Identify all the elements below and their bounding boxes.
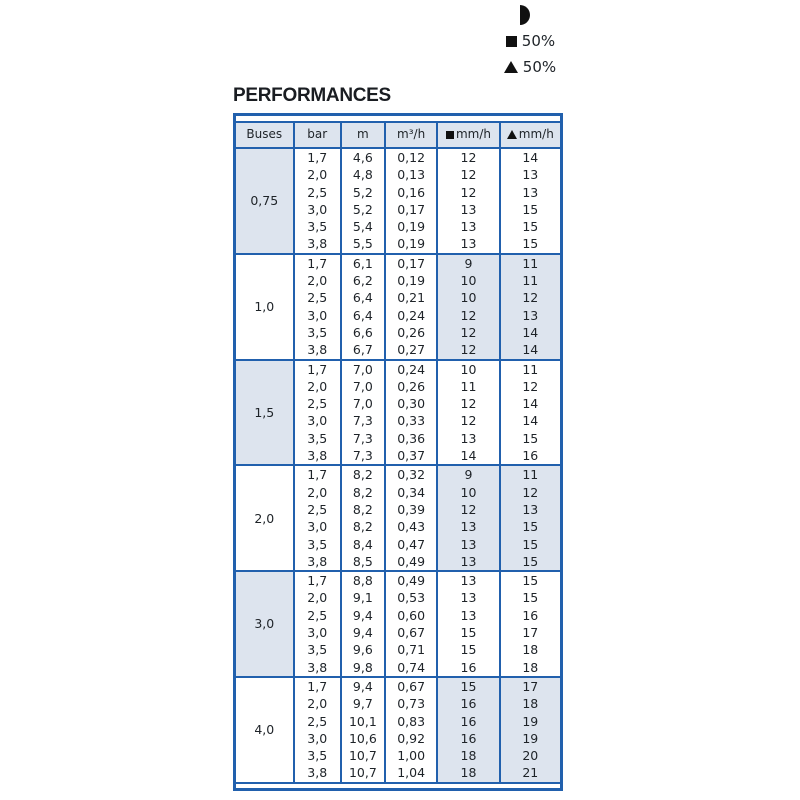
cell-stack	[501, 361, 560, 465]
cell-stack	[386, 678, 436, 782]
square-icon	[506, 36, 517, 47]
cell-stack	[501, 572, 560, 676]
table-cell: 19	[522, 713, 539, 729]
table-cell: 0,37	[397, 448, 426, 464]
legend	[500, 2, 556, 80]
table-cell: 0,83	[397, 713, 426, 729]
table-cell: 18	[460, 748, 477, 764]
cell-stack	[295, 149, 340, 253]
table-cell: 8,2	[352, 519, 373, 535]
table-cell: 3,5	[307, 219, 328, 235]
table-cell: 3,5	[307, 324, 328, 340]
buses-cell: 1,5	[236, 360, 294, 466]
table-cell: 2,0	[307, 590, 328, 606]
table-cell: 7,0	[352, 361, 373, 377]
table-cell: 9,4	[352, 678, 373, 694]
table-row-group	[236, 360, 560, 466]
table-cell: 6,1	[352, 255, 373, 271]
value-column-cell	[385, 148, 437, 254]
table-cell: 0,53	[397, 590, 426, 606]
triangle-icon	[504, 61, 518, 73]
table-cell: 8,5	[352, 553, 373, 569]
cell-stack	[295, 678, 340, 782]
table-cell: 0,34	[397, 484, 426, 500]
table-cell: 10,7	[348, 765, 377, 781]
table-cell: 15	[522, 430, 539, 446]
table-cell: 12	[522, 484, 539, 500]
cell-stack	[386, 149, 436, 253]
header-bar: bar	[294, 122, 341, 148]
table-cell: 3,8	[307, 342, 328, 358]
table-cell: 10	[460, 290, 477, 306]
table-cell: 11	[522, 467, 539, 483]
table-cell: 0,67	[397, 625, 426, 641]
legend-label: 50%	[521, 32, 556, 50]
value-column-cell	[500, 254, 560, 360]
table-cell: 2,5	[307, 713, 328, 729]
table-cell: 0,33	[397, 413, 426, 429]
table-cell: 14	[522, 396, 539, 412]
performance-table	[236, 121, 560, 784]
table-cell: 10,7	[348, 748, 377, 764]
table-cell: 0,92	[397, 730, 426, 746]
table-cell: 18	[522, 659, 539, 675]
table-cell: 16	[460, 659, 477, 675]
table-cell: 0,49	[397, 573, 426, 589]
cell-stack	[342, 678, 384, 782]
table-cell: 16	[460, 696, 477, 712]
table-cell: 15	[522, 573, 539, 589]
table-cell: 8,2	[352, 484, 373, 500]
table-cell: 7,3	[352, 430, 373, 446]
table-cell: 15	[522, 201, 539, 217]
table-cell: 2,0	[307, 167, 328, 183]
value-column-cell	[341, 677, 385, 783]
table-cell: 12	[460, 150, 477, 165]
table-cell: 13	[460, 553, 477, 569]
table-cell: 14	[522, 413, 539, 429]
table-cell: 13	[460, 219, 477, 235]
table-cell: 3,0	[307, 625, 328, 641]
table-cell: 0,24	[397, 361, 426, 377]
cell-stack	[501, 678, 560, 782]
half-circle-icon	[520, 5, 530, 25]
table-cell: 8,8	[352, 573, 373, 589]
table-cell: 0,26	[397, 324, 426, 340]
value-column-cell	[341, 254, 385, 360]
table-cell: 13	[460, 573, 477, 589]
table-cell: 3,8	[307, 659, 328, 675]
table-cell: 0,21	[397, 290, 426, 306]
table-cell: 0,47	[397, 536, 426, 552]
cell-stack	[342, 255, 384, 359]
cell-stack	[342, 361, 384, 465]
value-column-cell	[500, 360, 560, 466]
table-cell: 16	[460, 730, 477, 746]
table-cell: 19	[522, 730, 539, 746]
table-header-row	[236, 122, 560, 148]
table-cell: 3,0	[307, 519, 328, 535]
table-cell: 11	[460, 378, 477, 394]
table-cell: 0,19	[397, 219, 426, 235]
table-cell: 20	[522, 748, 539, 764]
table-cell: 0,12	[397, 150, 426, 165]
cell-stack	[342, 149, 384, 253]
table-cell: 2,5	[307, 290, 328, 306]
table-cell: 0,36	[397, 430, 426, 446]
value-column-cell	[437, 360, 499, 466]
table-cell: 18	[522, 696, 539, 712]
value-column-cell	[294, 677, 341, 783]
table-cell: 2,5	[307, 501, 328, 517]
value-column-cell	[437, 677, 499, 783]
value-column-cell	[294, 254, 341, 360]
table-cell: 12	[460, 167, 477, 183]
table-cell: 12	[460, 324, 477, 340]
table-row-group	[236, 254, 560, 360]
table-row-group	[236, 571, 560, 677]
table-cell: 11	[522, 361, 539, 377]
table-row-group	[236, 148, 560, 254]
table-cell: 3,5	[307, 642, 328, 658]
buses-cell: 3,0	[236, 571, 294, 677]
cell-stack	[501, 466, 560, 570]
table-cell: 15	[522, 236, 539, 252]
table-cell: 15	[460, 678, 477, 694]
cell-stack	[386, 255, 436, 359]
table-cell: 0,32	[397, 467, 426, 483]
table-cell: 12	[460, 501, 477, 517]
table-cell: 13	[460, 201, 477, 217]
value-column-cell	[341, 360, 385, 466]
value-column-cell	[437, 254, 499, 360]
table-cell: 14	[460, 448, 477, 464]
table-row-group	[236, 465, 560, 571]
table-row-group	[236, 677, 560, 783]
table-cell: 12	[460, 342, 477, 358]
table-cell: 7,3	[352, 413, 373, 429]
table-cell: 12	[460, 396, 477, 412]
value-column-cell	[437, 465, 499, 571]
cell-stack	[295, 255, 340, 359]
value-column-cell	[294, 465, 341, 571]
cell-stack	[438, 466, 498, 570]
header-m: m	[341, 122, 385, 148]
table-cell: 15	[522, 519, 539, 535]
table-cell: 1,7	[307, 150, 328, 165]
table-cell: 10	[460, 484, 477, 500]
table-cell: 3,8	[307, 448, 328, 464]
header-label: mm/h	[518, 127, 554, 142]
table-cell: 14	[522, 150, 539, 165]
table-cell: 0,19	[397, 273, 426, 289]
buses-cell: 0,75	[236, 148, 294, 254]
table-cell: 17	[522, 625, 539, 641]
table-cell: 5,5	[352, 236, 373, 252]
table-cell: 0,67	[397, 678, 426, 694]
square-icon	[446, 131, 454, 139]
table-cell: 9	[464, 255, 473, 271]
cell-stack	[438, 572, 498, 676]
table-cell: 0,26	[397, 378, 426, 394]
table-cell: 13	[522, 184, 539, 200]
table-cell: 16	[460, 713, 477, 729]
table-cell: 6,2	[352, 273, 373, 289]
table-cell: 15	[460, 642, 477, 658]
table-cell: 1,04	[397, 765, 426, 781]
table-cell: 0,27	[397, 342, 426, 358]
table-cell: 1,7	[307, 573, 328, 589]
table-cell: 1,7	[307, 255, 328, 271]
table-cell: 15	[522, 536, 539, 552]
table-cell: 2,0	[307, 378, 328, 394]
table-cell: 9,6	[352, 642, 373, 658]
table-cell: 9	[464, 467, 473, 483]
table-cell: 8,2	[352, 501, 373, 517]
table-cell: 2,0	[307, 696, 328, 712]
table-cell: 10	[460, 273, 477, 289]
table-cell: 0,30	[397, 396, 426, 412]
table-cell: 3,0	[307, 730, 328, 746]
table-cell: 13	[460, 519, 477, 535]
table-cell: 5,2	[352, 201, 373, 217]
table-cell: 1,7	[307, 467, 328, 483]
table-cell: 8,4	[352, 536, 373, 552]
table-cell: 6,4	[352, 307, 373, 323]
cell-stack	[295, 572, 340, 676]
table-cell: 12	[460, 184, 477, 200]
table-cell: 0,17	[397, 255, 426, 271]
table-cell: 6,4	[352, 290, 373, 306]
table-cell: 16	[522, 448, 539, 464]
value-column-cell	[437, 571, 499, 677]
table-cell: 0,49	[397, 553, 426, 569]
table-cell: 9,4	[352, 607, 373, 623]
table-cell: 15	[522, 219, 539, 235]
buses-cell: 2,0	[236, 465, 294, 571]
table-cell: 0,73	[397, 696, 426, 712]
cell-stack	[342, 572, 384, 676]
table-cell: 3,0	[307, 413, 328, 429]
value-column-cell	[341, 571, 385, 677]
triangle-icon	[507, 130, 517, 139]
value-column-cell	[385, 677, 437, 783]
page-title: PERFORMANCES	[233, 85, 391, 106]
table-cell: 11	[522, 255, 539, 271]
table-cell: 4,8	[352, 167, 373, 183]
table-cell: 21	[522, 765, 539, 781]
table-cell: 7,0	[352, 378, 373, 394]
value-column-cell	[341, 148, 385, 254]
table-cell: 7,0	[352, 396, 373, 412]
table-cell: 1,7	[307, 678, 328, 694]
value-column-cell	[341, 465, 385, 571]
buses-cell: 1,0	[236, 254, 294, 360]
table-cell: 0,74	[397, 659, 426, 675]
value-column-cell	[437, 148, 499, 254]
value-column-cell	[385, 360, 437, 466]
cell-stack	[438, 255, 498, 359]
table-cell: 18	[460, 765, 477, 781]
table-cell: 0,43	[397, 519, 426, 535]
table-cell: 12	[522, 378, 539, 394]
table-cell: 1,7	[307, 361, 328, 377]
table-cell: 11	[522, 273, 539, 289]
value-column-cell	[385, 571, 437, 677]
table-cell: 9,8	[352, 659, 373, 675]
table-cell: 10	[460, 361, 477, 377]
table-cell: 17	[522, 678, 539, 694]
table-cell: 3,0	[307, 307, 328, 323]
table-cell: 3,5	[307, 748, 328, 764]
table-cell: 9,7	[352, 696, 373, 712]
header-flow: m³/h	[385, 122, 437, 148]
header-mmh-square	[437, 122, 499, 148]
cell-stack	[386, 572, 436, 676]
table-cell: 0,19	[397, 236, 426, 252]
table-cell: 12	[522, 290, 539, 306]
legend-row-half-circle	[500, 2, 556, 28]
table-cell: 9,4	[352, 625, 373, 641]
value-column-cell	[294, 360, 341, 466]
value-column-cell	[294, 571, 341, 677]
table-cell: 3,0	[307, 201, 328, 217]
table-cell: 0,60	[397, 607, 426, 623]
table-cell: 12	[460, 413, 477, 429]
table-cell: 0,24	[397, 307, 426, 323]
table-cell: 14	[522, 342, 539, 358]
cell-stack	[501, 255, 560, 359]
value-column-cell	[385, 254, 437, 360]
table-cell: 3,8	[307, 236, 328, 252]
table-cell: 13	[522, 307, 539, 323]
legend-label: 50%	[522, 58, 557, 76]
table-cell: 10,6	[348, 730, 377, 746]
table-cell: 0,13	[397, 167, 426, 183]
value-column-cell	[500, 677, 560, 783]
table-cell: 13	[460, 607, 477, 623]
table-cell: 3,5	[307, 430, 328, 446]
table-cell: 13	[460, 536, 477, 552]
table-cell: 18	[522, 642, 539, 658]
table-cell: 2,5	[307, 396, 328, 412]
table-cell: 6,7	[352, 342, 373, 358]
table-cell: 0,39	[397, 501, 426, 517]
performance-table-frame	[233, 113, 563, 791]
table-cell: 15	[522, 590, 539, 606]
table-cell: 3,8	[307, 553, 328, 569]
table-cell: 2,0	[307, 484, 328, 500]
table-cell: 13	[460, 590, 477, 606]
header-buses: Buses	[236, 122, 294, 148]
table-cell: 0,71	[397, 642, 426, 658]
table-cell: 15	[460, 625, 477, 641]
table-cell: 16	[522, 607, 539, 623]
table-cell: 14	[522, 324, 539, 340]
cell-stack	[386, 361, 436, 465]
table-cell: 5,2	[352, 184, 373, 200]
cell-stack	[295, 361, 340, 465]
table-cell: 2,5	[307, 607, 328, 623]
table-cell: 13	[460, 430, 477, 446]
cell-stack	[501, 149, 560, 253]
table-cell: 8,2	[352, 467, 373, 483]
table-cell: 15	[522, 553, 539, 569]
table-cell: 6,6	[352, 324, 373, 340]
cell-stack	[342, 466, 384, 570]
cell-stack	[438, 149, 498, 253]
header-label: mm/h	[455, 127, 491, 142]
cell-stack	[438, 361, 498, 465]
cell-stack	[386, 466, 436, 570]
table-cell: 3,5	[307, 536, 328, 552]
table-cell: 3,8	[307, 765, 328, 781]
table-cell: 13	[460, 236, 477, 252]
table-cell: 12	[460, 307, 477, 323]
table-cell: 4,6	[352, 150, 373, 165]
legend-row-triangle	[500, 54, 556, 80]
table-cell: 13	[522, 501, 539, 517]
table-cell: 10,1	[348, 713, 377, 729]
legend-row-square	[500, 28, 556, 54]
table-cell: 13	[522, 167, 539, 183]
cell-stack	[438, 678, 498, 782]
value-column-cell	[294, 148, 341, 254]
cell-stack	[295, 466, 340, 570]
buses-cell: 4,0	[236, 677, 294, 783]
table-cell: 5,4	[352, 219, 373, 235]
table-cell: 2,5	[307, 184, 328, 200]
table-cell: 9,1	[352, 590, 373, 606]
table-cell: 7,3	[352, 448, 373, 464]
value-column-cell	[500, 571, 560, 677]
header-mmh-triangle	[500, 122, 560, 148]
table-cell: 0,16	[397, 184, 426, 200]
table-cell: 1,00	[397, 748, 426, 764]
value-column-cell	[500, 465, 560, 571]
table-cell: 0,17	[397, 201, 426, 217]
table-cell: 2,0	[307, 273, 328, 289]
value-column-cell	[385, 465, 437, 571]
value-column-cell	[500, 148, 560, 254]
